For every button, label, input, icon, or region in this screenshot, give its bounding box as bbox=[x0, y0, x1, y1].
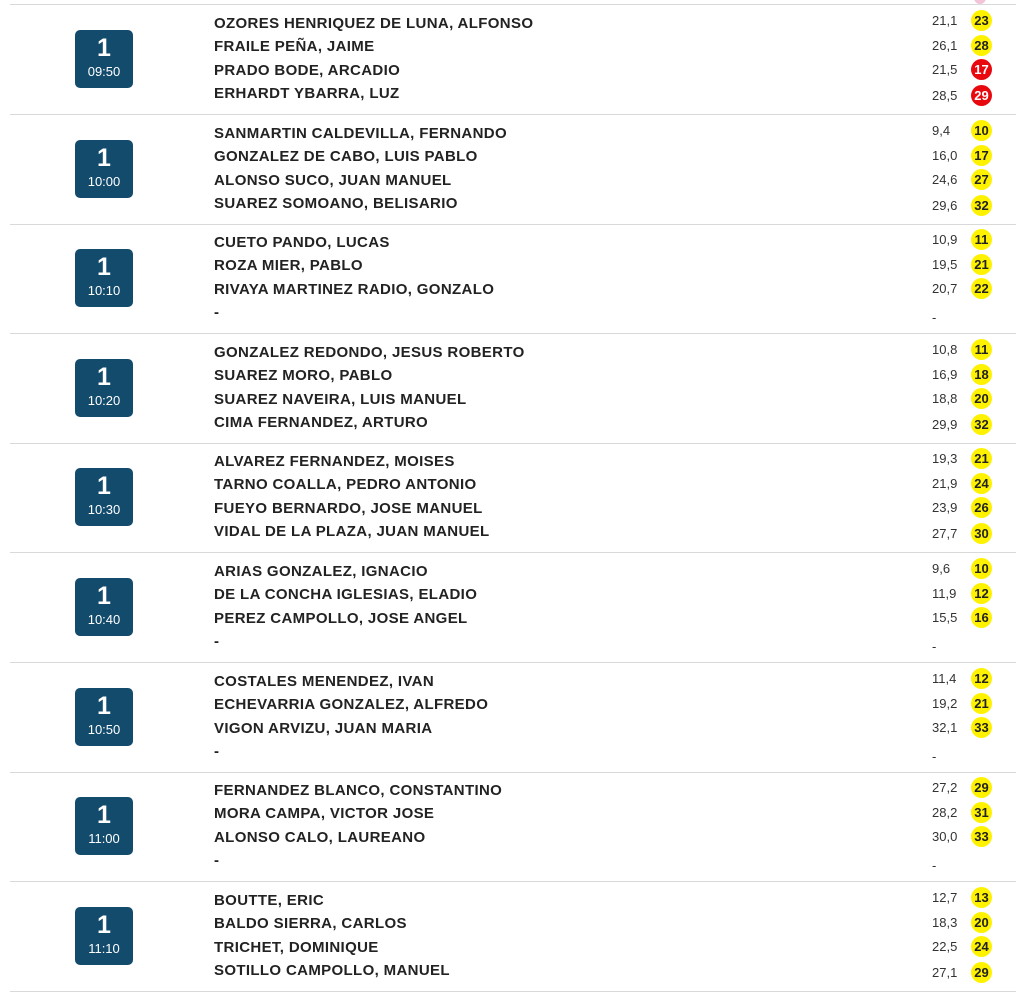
player-name: VIDAL DE LA PLAZA, JUAN MANUEL bbox=[214, 523, 490, 540]
player-handicap: - bbox=[932, 310, 937, 325]
tee-time: 10:50 bbox=[87, 722, 121, 737]
player-handicap: 10,9 bbox=[932, 232, 958, 247]
player-name: RIVAYA MARTINEZ RADIO, GONZALO bbox=[214, 281, 495, 298]
player-row bbox=[10, 499, 1016, 519]
player-row bbox=[10, 84, 1016, 104]
playing-handicap-badge: 10 bbox=[971, 120, 992, 141]
player-handicap: 11,4 bbox=[932, 671, 957, 686]
tee-number: 1 bbox=[97, 911, 111, 939]
tee-group bbox=[10, 444, 1016, 553]
player-name: FERNANDEZ BLANCO, CONSTANTINO bbox=[214, 782, 503, 799]
playing-handicap-badge: 27 bbox=[971, 169, 992, 190]
tee-time: 10:30 bbox=[87, 502, 121, 517]
player-name: BALDO SIERRA, CARLOS bbox=[214, 915, 407, 932]
player-row bbox=[10, 961, 1016, 981]
player-row bbox=[10, 891, 1016, 911]
player-name: CUETO PANDO, LUCAS bbox=[214, 234, 390, 251]
player-handicap: 22,5 bbox=[932, 939, 958, 954]
player-name: DE LA CONCHA IGLESIAS, ELADIO bbox=[214, 586, 478, 603]
player-handicap: 9,6 bbox=[932, 561, 951, 576]
player-handicap: 24,6 bbox=[932, 172, 958, 187]
player-name: VIGON ARVIZU, JUAN MARIA bbox=[214, 720, 433, 737]
playing-handicap-badge: 13 bbox=[971, 887, 992, 908]
playing-handicap-badge: 29 bbox=[971, 85, 992, 106]
playing-handicap-badge: 24 bbox=[971, 473, 992, 494]
player-row bbox=[10, 632, 1016, 652]
player-handicap: 19,2 bbox=[932, 696, 958, 711]
player-handicap: 11,9 bbox=[932, 586, 957, 601]
player-handicap: 29,9 bbox=[932, 417, 958, 432]
player-row bbox=[10, 828, 1016, 848]
player-name: OZORES HENRIQUEZ DE LUNA, ALFONSO bbox=[214, 15, 534, 32]
player-name: GONZALEZ REDONDO, JESUS ROBERTO bbox=[214, 344, 525, 361]
tee-time: 10:10 bbox=[87, 283, 121, 298]
playing-handicap-badge: 23 bbox=[971, 10, 992, 31]
player-name: - bbox=[214, 633, 220, 650]
player-row bbox=[10, 124, 1016, 144]
player-name: COSTALES MENENDEZ, IVAN bbox=[214, 673, 435, 690]
player-row bbox=[10, 303, 1016, 323]
tee-time: 10:40 bbox=[87, 612, 121, 627]
playing-handicap-badge: 17 bbox=[971, 145, 992, 166]
player-handicap: 9,4 bbox=[932, 123, 951, 138]
tee-time: 09:50 bbox=[87, 64, 121, 79]
player-name: PEREZ CAMPOLLO, JOSE ANGEL bbox=[214, 610, 468, 627]
playing-handicap-badge: 32 bbox=[971, 414, 992, 435]
playing-handicap-badge: 17 bbox=[971, 59, 992, 80]
player-handicap: 16,9 bbox=[932, 367, 958, 382]
tee-group bbox=[10, 883, 1016, 992]
player-row bbox=[10, 781, 1016, 801]
player-handicap: 32,1 bbox=[932, 720, 958, 735]
player-name: SUAREZ SOMOANO, BELISARIO bbox=[214, 195, 458, 212]
playing-handicap-badge: 29 bbox=[971, 777, 992, 798]
player-name: SUAREZ NAVEIRA, LUIS MANUEL bbox=[214, 391, 467, 408]
playing-handicap-badge: 18 bbox=[971, 364, 992, 385]
player-name: ALONSO CALO, LAUREANO bbox=[214, 829, 426, 846]
playing-handicap-badge: 20 bbox=[971, 388, 992, 409]
player-row bbox=[10, 413, 1016, 433]
playing-handicap-badge: 24 bbox=[971, 936, 992, 957]
player-row bbox=[10, 475, 1016, 495]
tee-number: 1 bbox=[97, 692, 111, 720]
player-row bbox=[10, 147, 1016, 167]
player-row bbox=[10, 914, 1016, 934]
player-name: - bbox=[214, 852, 220, 869]
player-row bbox=[10, 719, 1016, 739]
player-row bbox=[10, 452, 1016, 472]
playing-handicap-badge: 11 bbox=[971, 339, 992, 360]
player-name: SANMARTIN CALDEVILLA, FERNANDO bbox=[214, 125, 507, 142]
playing-handicap-badge: 30 bbox=[971, 523, 992, 544]
player-handicap: - bbox=[932, 858, 937, 873]
player-name: TARNO COALLA, PEDRO ANTONIO bbox=[214, 476, 477, 493]
player-handicap: 12,7 bbox=[932, 890, 958, 905]
player-name: - bbox=[214, 743, 220, 760]
player-handicap: 27,2 bbox=[932, 780, 958, 795]
player-name: TRICHET, DOMINIQUE bbox=[214, 939, 379, 956]
player-name: GONZALEZ DE CABO, LUIS PABLO bbox=[214, 148, 478, 165]
player-handicap: 15,5 bbox=[932, 610, 958, 625]
top-divider bbox=[10, 4, 1016, 5]
playing-handicap-badge: 12 bbox=[971, 583, 992, 604]
tee-number: 1 bbox=[97, 144, 111, 172]
player-row bbox=[10, 742, 1016, 762]
playing-handicap-badge: 16 bbox=[971, 607, 992, 628]
player-row bbox=[10, 61, 1016, 81]
playing-handicap-badge: 21 bbox=[971, 254, 992, 275]
player-handicap: 20,7 bbox=[932, 281, 958, 296]
player-handicap: 18,8 bbox=[932, 391, 958, 406]
player-row bbox=[10, 366, 1016, 386]
tee-time: 10:00 bbox=[87, 174, 121, 189]
playing-handicap-badge: 12 bbox=[971, 668, 992, 689]
tee-number: 1 bbox=[97, 582, 111, 610]
playing-handicap-badge: 10 bbox=[971, 558, 992, 579]
player-handicap: 16,0 bbox=[932, 148, 958, 163]
tee-number: 1 bbox=[97, 34, 111, 62]
player-handicap: - bbox=[932, 639, 937, 654]
player-handicap: 28,5 bbox=[932, 88, 958, 103]
tee-group bbox=[10, 554, 1016, 663]
player-name: BOUTTE, ERIC bbox=[214, 892, 325, 909]
player-handicap: 23,9 bbox=[932, 500, 958, 515]
player-handicap: 26,1 bbox=[932, 38, 958, 53]
player-name: FRAILE PEÑA, JAIME bbox=[214, 38, 375, 55]
tee-number: 1 bbox=[97, 472, 111, 500]
player-name: ARIAS GONZALEZ, IGNACIO bbox=[214, 563, 428, 580]
player-handicap: 27,7 bbox=[932, 526, 958, 541]
player-row bbox=[10, 280, 1016, 300]
tee-group bbox=[10, 116, 1016, 225]
player-name: PRADO BODE, ARCADIO bbox=[214, 62, 401, 79]
player-name: ERHARDT YBARRA, LUZ bbox=[214, 85, 400, 102]
tee-time: 11:00 bbox=[88, 831, 120, 846]
player-name: - bbox=[214, 304, 220, 321]
player-handicap: 18,3 bbox=[932, 915, 958, 930]
player-name: CIMA FERNANDEZ, ARTURO bbox=[214, 414, 429, 431]
player-row bbox=[10, 672, 1016, 692]
player-row bbox=[10, 804, 1016, 824]
player-row bbox=[10, 343, 1016, 363]
player-handicap: 21,9 bbox=[932, 476, 958, 491]
player-name: ROZA MIER, PABLO bbox=[214, 257, 363, 274]
tee-time: 10:20 bbox=[87, 393, 121, 408]
player-name: ALONSO SUCO, JUAN MANUEL bbox=[214, 172, 452, 189]
player-handicap: 21,5 bbox=[932, 62, 958, 77]
player-row bbox=[10, 562, 1016, 582]
player-row bbox=[10, 14, 1016, 34]
player-row bbox=[10, 938, 1016, 958]
player-handicap: 30,0 bbox=[932, 829, 958, 844]
player-row bbox=[10, 171, 1016, 191]
player-name: ECHEVARRIA GONZALEZ, ALFREDO bbox=[214, 696, 489, 713]
player-row bbox=[10, 390, 1016, 410]
player-handicap: 27,1 bbox=[932, 965, 958, 980]
player-row bbox=[10, 609, 1016, 629]
player-handicap: 29,6 bbox=[932, 198, 958, 213]
tee-number: 1 bbox=[97, 801, 111, 829]
playing-handicap-badge: 33 bbox=[971, 826, 992, 847]
player-handicap: 10,8 bbox=[932, 342, 958, 357]
playing-handicap-badge: 22 bbox=[971, 278, 992, 299]
playing-handicap-badge: 26 bbox=[971, 497, 992, 518]
tee-number: 1 bbox=[97, 363, 111, 391]
tee-group bbox=[10, 664, 1016, 773]
player-name: ALVAREZ FERNANDEZ, MOISES bbox=[214, 453, 455, 470]
player-handicap: 19,3 bbox=[932, 451, 958, 466]
playing-handicap-badge: 29 bbox=[971, 962, 992, 983]
playing-handicap-badge: 11 bbox=[971, 229, 992, 250]
player-handicap: 21,1 bbox=[932, 13, 958, 28]
playing-handicap-badge: 31 bbox=[971, 802, 992, 823]
player-name: SOTILLO CAMPOLLO, MANUEL bbox=[214, 962, 450, 979]
player-name: SUAREZ MORO, PABLO bbox=[214, 367, 393, 384]
playing-handicap-badge: 33 bbox=[971, 717, 992, 738]
player-handicap: 19,5 bbox=[932, 257, 958, 272]
player-name: MORA CAMPA, VICTOR JOSE bbox=[214, 805, 435, 822]
tee-group bbox=[10, 335, 1016, 444]
player-row bbox=[10, 256, 1016, 276]
tee-group bbox=[10, 773, 1016, 882]
player-row bbox=[10, 194, 1016, 214]
playing-handicap-badge: 21 bbox=[971, 693, 992, 714]
playing-handicap-badge: 20 bbox=[971, 912, 992, 933]
player-row bbox=[10, 37, 1016, 57]
tee-number: 1 bbox=[97, 253, 111, 281]
player-handicap: - bbox=[932, 749, 937, 764]
tee-time: 11:10 bbox=[88, 941, 120, 956]
tee-group bbox=[10, 6, 1016, 115]
player-row bbox=[10, 233, 1016, 253]
playing-handicap-badge: 28 bbox=[971, 35, 992, 56]
player-handicap: 28,2 bbox=[932, 805, 958, 820]
player-row bbox=[10, 851, 1016, 871]
tee-group bbox=[10, 225, 1016, 334]
player-row bbox=[10, 522, 1016, 542]
playing-handicap-badge: 21 bbox=[971, 448, 992, 469]
player-row bbox=[10, 695, 1016, 715]
playing-handicap-badge: 32 bbox=[971, 195, 992, 216]
player-row bbox=[10, 585, 1016, 605]
player-name: FUEYO BERNARDO, JOSE MANUEL bbox=[214, 500, 483, 517]
